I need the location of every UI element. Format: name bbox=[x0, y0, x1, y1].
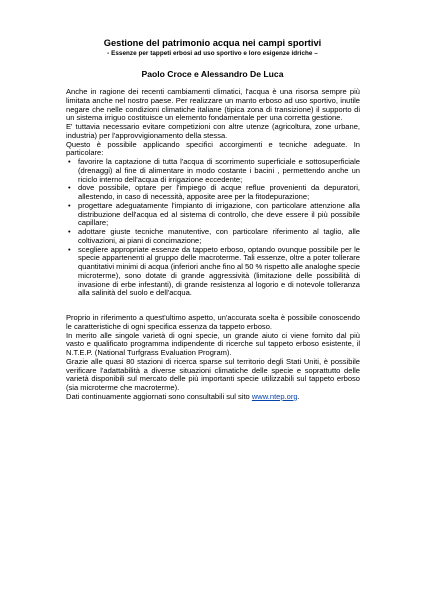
document-title: Gestione del patrimonio acqua nei campi sportivi bbox=[103, 38, 322, 48]
techniques-list bbox=[66, 158, 360, 298]
ntep-link[interactable]: www.ntep.org bbox=[251, 391, 298, 401]
website-end: . bbox=[297, 391, 300, 401]
paragraph-species-choice: Proprio in riferimento a quest'ultimo aspetto, un'accurata scelta è possibile conoscendo le caratteristiche di ogni specifica essenza da tappeto erboso. bbox=[66, 313, 360, 331]
paragraph-ntep: In merito alle singole varietà di ogni specie, un grande aiuto ci viene fornito dal più vasto e qualificato programma indipendente di ricerche sul tappeto erboso esistente, il N.T.E.P. (National Turfgrass Evaluation Program). bbox=[66, 330, 360, 357]
list-item: • progettare adeguatamente l'impianto di irrigazione, con particolare attenzione alla distribuzione dell'acqua ed al sistema di controllo, che deve essere il più possibile capillare; bbox=[78, 202, 360, 228]
document-authors: Paolo Croce e Alessandro De Luca bbox=[141, 69, 284, 79]
website-text: Dati continuamente aggiornati sono consultabili sul sito bbox=[66, 391, 252, 401]
list-item: • dove possibile, optare per l'impiego di acque reflue provenienti da depuratori, allestendo, in caso di necessità, apposite aree per la fitodepurazione; bbox=[78, 184, 360, 202]
paragraph-spacer bbox=[66, 298, 360, 314]
list-item: • adottare giuste tecniche manutentive, con particolare riferimento al taglio, alle coltivazioni, ai piani di concimazione; bbox=[78, 228, 360, 246]
paragraph-competition: E' tuttavia necessario evitare competizioni con altre utenze (agricoltura, zone urbane, industria) per l'approvvigionamento della stessa. bbox=[66, 122, 360, 140]
paragraph-techniques: Questo è possibile applicando specifici accorgimenti e tecniche adeguate. In particolare: bbox=[66, 139, 360, 158]
document-subtitle: - Essenze per tappeti erbosi ad uso sportivo e loro esigenze idriche – bbox=[107, 50, 318, 57]
paragraph-research-stations: Grazie alle quasi 80 stazioni di ricerca sparse sul territorio degli Stati Uniti, è possibile verificare l'adattabilità a diverse situazioni climatiche delle specie e soprattutto delle varietà disponibili sul mercato delle più importanti specie utilizzabili sul tappeto erboso (sia microterme che macroterme). bbox=[66, 356, 360, 392]
paragraph-intro: Anche in ragione dei recenti cambiamenti climatici, l'acqua è una risorsa sempre più limitata anche nel nostro paese. Per realizzare un manto erboso ad uso sportivo, inutile negare che nelle condizioni climatiche italiane (tipica zona di transizione) il supporto di un sistema irriguo costituisce un elemento fondamentale per una corretta gestione. bbox=[66, 87, 360, 123]
paragraph-website bbox=[66, 393, 360, 402]
list-item: • scegliere appropriate essenze da tappeto erboso, optando ovunque possibile per le specie appartenenti al gruppo delle macroterme. Tali essenze, oltre a poter tollerare quantitativi minimi di acqua (inferiori anche fino al 50 % rispetto alle analoghe specie microterme), sono dotate di grande aggressività (limitazione delle possibilità di invasione di erbe infestanti), di grande resistenza al logorio e di notevole tolleranza alla salinità del suolo e dell'acqua. bbox=[78, 246, 360, 299]
list-item: • favorire la captazione di tutta l'acqua di scorrimento superficiale e sottosuperficiale (drenaggi) al fine di alimentare in modo costante i bacini , permettendo anche un riciclo interno dell'acqua di irrigazione eccedente; bbox=[78, 158, 360, 184]
document-body bbox=[66, 88, 360, 402]
